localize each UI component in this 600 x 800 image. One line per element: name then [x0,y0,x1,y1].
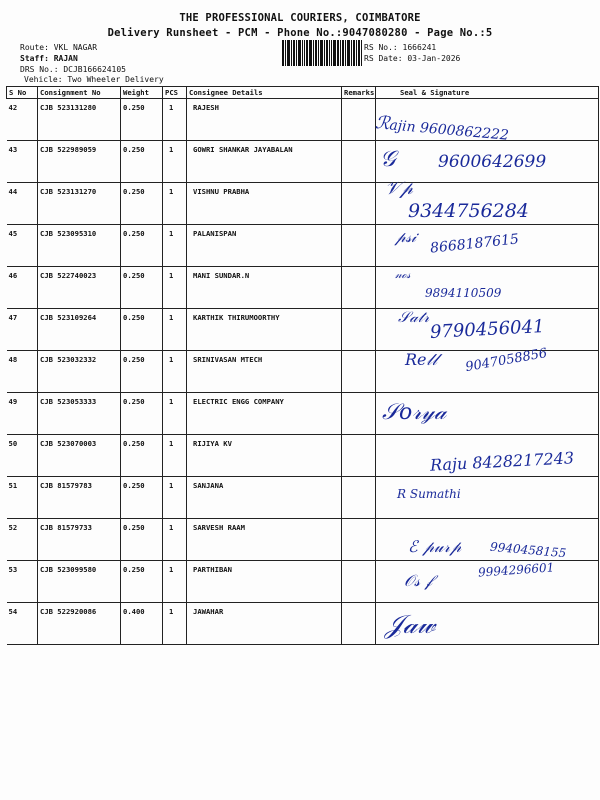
row-remarks [342,99,376,141]
signature: 𝒥𝒶𝓌 [385,610,436,640]
row-signature [376,267,599,309]
table-row [7,99,599,141]
signature: ℛajin 9600862222 [374,112,510,144]
row-consignee: PARTHIBAN [187,561,342,603]
row-consignment-no: CJB 522920086 [38,603,121,645]
row-remarks [342,351,376,393]
signature: 𝒱𝓅 [385,178,413,199]
row-consignee: KARTHIK THIRUMOORTHY [187,309,342,351]
row-pcs: 1 [163,183,187,225]
rs-number: RS No.: 1666241 [364,43,437,52]
signature: 𝒮𝒶𝓉𝓇 [398,308,430,326]
row-sno: 54 [7,603,38,645]
row-pcs: 1 [163,141,187,183]
row-pcs: 1 [163,477,187,519]
handwritten-phone: 9600642699 [438,152,547,172]
row-sno: 53 [7,561,38,603]
signature: 𝒮𝑜𝓇𝓎𝒶 [382,400,447,425]
row-consignment-no: CJB 523032332 [38,351,121,393]
row-weight: 0.250 [121,435,163,477]
signature: 𝓃ℴ𝓈 [395,268,411,281]
row-consignee: GOWRI SHANKAR JAYABALAN [187,141,342,183]
row-sno: 43 [7,141,38,183]
row-weight: 0.250 [121,309,163,351]
row-signature [376,603,599,645]
table-row [7,141,599,183]
row-weight: 0.400 [121,603,163,645]
row-consignment-no: CJB 522740023 [38,267,121,309]
row-remarks [342,435,376,477]
row-pcs: 1 [163,99,187,141]
table-row [7,393,599,435]
row-weight: 0.250 [121,267,163,309]
runsheet-title: THE PROFESSIONAL COURIERS, COIMBATORE [179,12,421,24]
row-sno: 46 [7,267,38,309]
table-row [7,351,599,393]
row-consignee: MANI SUNDAR.N [187,267,342,309]
row-remarks [342,225,376,267]
row-consignment-no: CJB 523099580 [38,561,121,603]
handwritten-phone: 9894110509 [425,286,502,300]
handwritten-phone: 8668187615 [429,231,520,257]
row-sno: 47 [7,309,38,351]
col-header: Seal & Signature [376,87,599,99]
row-signature [376,141,599,183]
row-signature [376,435,599,477]
row-weight: 0.250 [121,141,163,183]
handwritten-phone: 9047058856 [464,345,549,376]
row-weight: 0.250 [121,183,163,225]
row-sno: 52 [7,519,38,561]
row-consignment-no: CJB 523095310 [38,225,121,267]
rs-date: RS Date: 03-Jan-2026 [364,54,461,63]
row-weight: 0.250 [121,477,163,519]
runsheet-table [6,86,599,645]
row-pcs: 1 [163,519,187,561]
row-consignment-no: CJB 522989059 [38,141,121,183]
row-remarks [342,477,376,519]
route-label: Route: VKL NAGAR [20,43,98,52]
row-remarks [342,393,376,435]
signature: 𝒢 [380,147,396,172]
row-weight: 0.250 [121,561,163,603]
handwritten-phone: 9940458155 [489,539,567,561]
row-signature [376,351,599,393]
row-consignee: SARVESH RAAM [187,519,342,561]
row-signature [376,309,599,351]
row-remarks [342,309,376,351]
col-header: Consignee Details [187,87,342,99]
table-row [7,225,599,267]
row-consignee: VISHNU PRABHA [187,183,342,225]
row-consignment-no: CJB 81579783 [38,477,121,519]
row-consignment-no: CJB 523053333 [38,393,121,435]
table-row [7,477,599,519]
table-row [7,603,599,645]
staff-label: Staff: RAJAN [20,54,78,63]
row-consignee: SRINIVASAN MTECH [187,351,342,393]
row-signature [376,519,599,561]
row-sno: 48 [7,351,38,393]
row-sno: 44 [7,183,38,225]
row-signature [376,477,599,519]
row-weight: 0.250 [121,99,163,141]
signature: 𝓅𝓈𝒾 [395,228,417,246]
row-consignment-no: CJB 523109264 [38,309,121,351]
row-signature [376,225,599,267]
row-pcs: 1 [163,603,187,645]
row-consignee: JAWAHAR [187,603,342,645]
col-header: PCS [163,87,187,99]
handwritten-phone: 9344756284 [408,200,529,222]
col-header: Remarks [342,87,376,99]
row-remarks [342,141,376,183]
row-sno: 50 [7,435,38,477]
drs-number: DRS No.: DCJB166624105 [20,65,126,74]
col-header: Consignment No [38,87,121,99]
row-sno: 45 [7,225,38,267]
row-consignee: ELECTRIC ENGG COMPANY [187,393,342,435]
row-remarks [342,561,376,603]
row-consignee: RIJIYA KV [187,435,342,477]
table-row [7,309,599,351]
row-remarks [342,519,376,561]
vehicle-label: Vehicle: Two Wheeler Delivery [24,75,164,84]
signature: 𝒪𝓈 𝒻 [404,571,433,590]
row-pcs: 1 [163,435,187,477]
row-pcs: 1 [163,351,187,393]
row-consignment-no: CJB 523131280 [38,99,121,141]
row-signature [376,393,599,435]
row-weight: 0.250 [121,519,163,561]
handwritten-phone: 9994296601 [477,560,555,580]
row-sno: 49 [7,393,38,435]
col-header: S No [7,87,38,99]
table-row [7,267,599,309]
col-header: Weight [121,87,163,99]
row-consignee: PALANISPAN [187,225,342,267]
row-consignee: RAJESH [187,99,342,141]
row-consignee: SANJANA [187,477,342,519]
row-sno: 51 [7,477,38,519]
handwritten-phone: Raju 8428217243 [429,448,575,475]
row-remarks [342,267,376,309]
signature: 𝑅𝑒𝓁𝓁 [405,350,438,369]
row-remarks [342,183,376,225]
row-consignment-no: CJB 523131270 [38,183,121,225]
barcode [282,40,362,66]
row-signature [376,99,599,141]
handwritten-phone: 9790456041 [429,316,546,343]
row-pcs: 1 [163,309,187,351]
row-pcs: 1 [163,393,187,435]
row-weight: 0.250 [121,351,163,393]
row-pcs: 1 [163,225,187,267]
row-weight: 0.250 [121,225,163,267]
table-row [7,435,599,477]
row-signature [376,561,599,603]
table-row [7,561,599,603]
table-header-row [7,87,599,99]
row-pcs: 1 [163,561,187,603]
row-remarks [342,603,376,645]
row-consignment-no: CJB 523070003 [38,435,121,477]
signature: ℰ 𝓅𝓊𝓇𝓅 [408,537,462,556]
handwritten-name: R Sumathi [397,487,461,501]
row-weight: 0.250 [121,393,163,435]
runsheet-subtitle: Delivery Runsheet - PCM - Phone No.:9047080280 - Page No.:5 [107,27,493,39]
row-pcs: 1 [163,267,187,309]
table-row [7,183,599,225]
row-signature [376,183,599,225]
row-sno: 42 [7,99,38,141]
table-row [7,519,599,561]
row-consignment-no: CJB 81579733 [38,519,121,561]
